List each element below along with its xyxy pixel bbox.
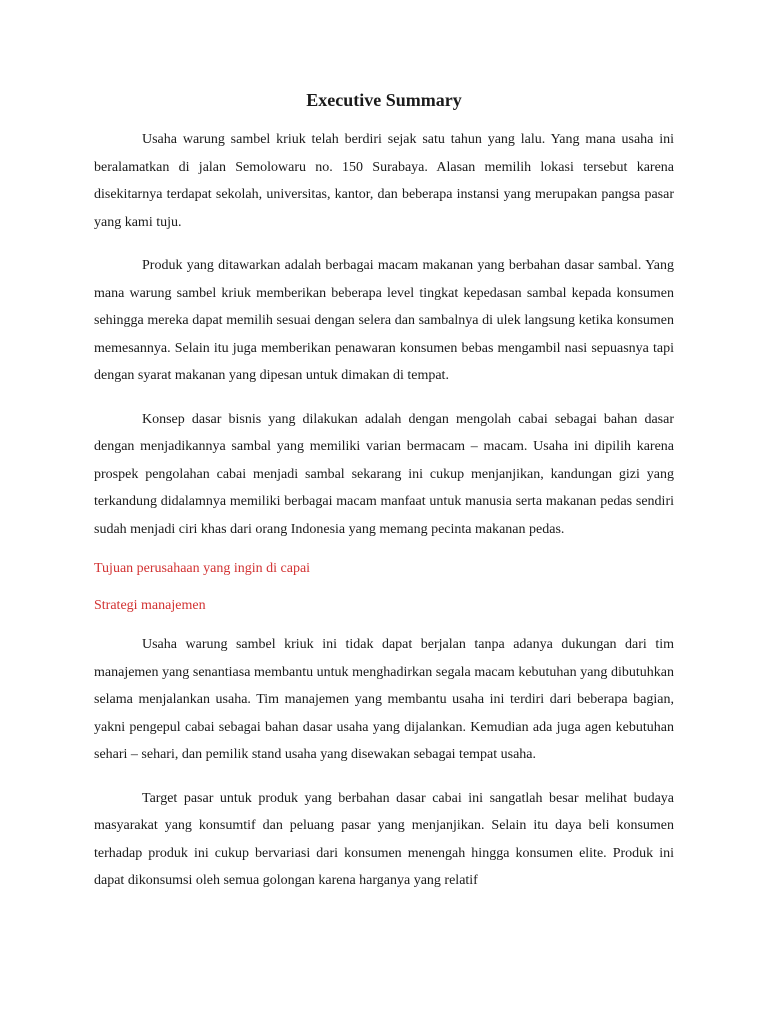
paragraph-intro: Usaha warung sambel kriuk telah berdiri sejak satu tahun yang lalu. Yang mana usaha ini beralamatkan di jalan Semolowaru no. 150 Surabaya. Alasan memilih lokasi tersebut karena disekitarnya terdapat sekolah, universitas, kantor, dan beberapa instansi yang merupakan pangsa pasar yang kami tuju. <box>94 132 674 230</box>
heading-company-goals: Tujuan perusahaan yang ingin di capai <box>94 561 311 576</box>
document-title: Executive Summary <box>306 90 462 110</box>
paragraph-management-team: Usaha warung sambel kriuk ini tidak dapat berjalan tanpa adanya dukungan dari tim manajemen yang senantiasa membantu untuk menghadirkan segala macam kebutuhan yang dibutuhkan selama menjalankan usaha. Tim manajemen yang membantu usaha ini terdiri dari beberapa bagian, yakni pengepul cabai sebagai bahan dasar usaha yang dijalankan. Kemudian ada juga agen kebutuhan sehari – sehari, dan pemilik stand usaha yang disewakan sebagai tempat usaha. <box>94 637 674 762</box>
paragraph-products: Produk yang ditawarkan adalah berbagai macam makanan yang berbahan dasar sambal. Yang mana warung sambel kriuk memberikan beberapa level tingkat kepedasan sambal kepada konsumen sehingga mereka dapat memilih sesuai dengan selera dan sambalnya di ulek langsung ketika konsumen memesannya. Selain itu juga memberikan penawaran konsumen bebas mengambil nasi sepuasnya tapi dengan syarat makanan yang dipesan untuk dimakan di tempat. <box>94 258 674 383</box>
heading-management-strategy: Strategi manajemen <box>94 598 206 613</box>
paragraph-business-concept: Konsep dasar bisnis yang dilakukan adalah dengan mengolah cabai sebagai bahan dasar dengan menjadikannya sambal yang memiliki varian bermacam – macam. Usaha ini dipilih karena prospek pengolahan cabai menjadi sambal sekarang ini cukup menjanjikan, kandungan gizi yang terkandung didalamnya memiliki berbagai macam manfaat untuk manusia serta makanan pedas sendiri sudah menjadi ciri khas dari orang Indonesia yang memang pecinta makanan pedas. <box>94 411 674 537</box>
document-page <box>94 78 674 1018</box>
paragraph-target-market: Target pasar untuk produk yang berbahan dasar cabai ini sangatlah besar melihat budaya masyarakat yang konsumtif dan peluang pasar yang menjanjikan. Selain itu daya beli konsumen terhadap produk ini cukup bervariasi dari konsumen menengah hingga konsumen elite. Produk ini dapat dikonsumsi oleh semua golongan karena harganya yang relatif <box>94 790 674 888</box>
